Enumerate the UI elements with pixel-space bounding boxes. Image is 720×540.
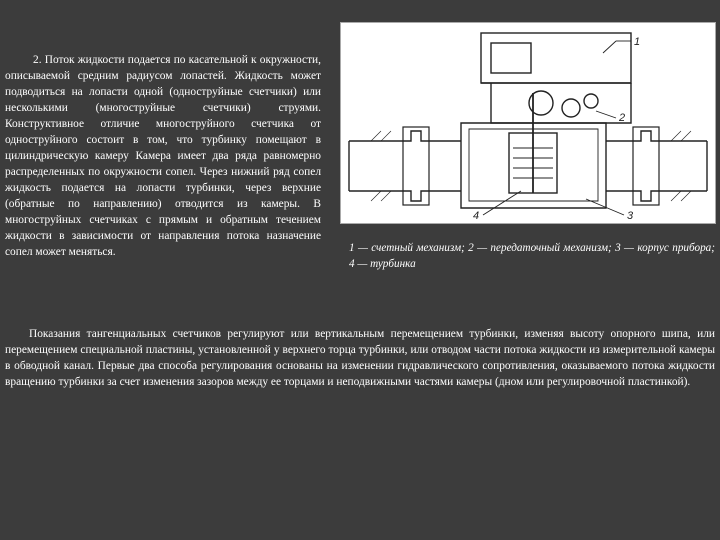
paragraph-bottom: Показания тангенциальных счетчиков регулируют или вертикальным перемещением турбинки, изменяя высоту опорного шипа, или перемещением специальной пластины, установленной у верхнего торца турбинки, или отводом части потока жидкости из измерительной камеры в обводной канал. Первые два способа регулирования основаны на изменении гидравлического сопротивления, оказываемого потока жидкости вращению турбинки за счет изменения зазоров между ее торцами и неподвижными частями камеры (дном или регулировочной пластинкой).: [5, 328, 715, 388]
water-meter-diagram: [340, 22, 716, 224]
water-meter-drawing: [341, 23, 715, 223]
outlet-nut: [633, 127, 659, 205]
label-2: 2: [619, 112, 626, 124]
label-3: 3: [627, 210, 634, 222]
gear-3: [584, 94, 598, 108]
inlet-nut: [403, 127, 429, 205]
figure-caption: 1 — счетный механизм; 2 — передаточный механизм; 3 — корпус прибора; 4 — турбинка: [349, 242, 715, 270]
counter-window: [491, 43, 531, 73]
inlet-pipe: [349, 131, 461, 141]
label-4: 4: [473, 210, 480, 222]
label-1: 1: [634, 36, 641, 48]
gear-2: [562, 99, 580, 117]
outlet-pipe: [606, 131, 707, 141]
paragraph-left: 2. Поток жидкости подается по касательной к окружности, описываемой средним радиусом лопастей. Жидкость может подводиться на лопасти одной (одноструйные счетчики) или несколькими (многоструйные счетчики) струями. Конструктивное отличие многоструйного счетчика от одноструйного состоит в том, что турбинку помещают в цилиндрическую камеру Камера имеет два ряда равномерно распределенных по окружности сопел. Через нижний ряд сопел жидкость подается на лопасти турбинки, через верхние (обратные по направлению) отводится из камеры. В многоструйных счетчиках с прямым и обратным течением жидкости в зависимости от направления потока назначение сопел может меняться.: [5, 54, 321, 258]
counter-housing: [481, 33, 631, 83]
